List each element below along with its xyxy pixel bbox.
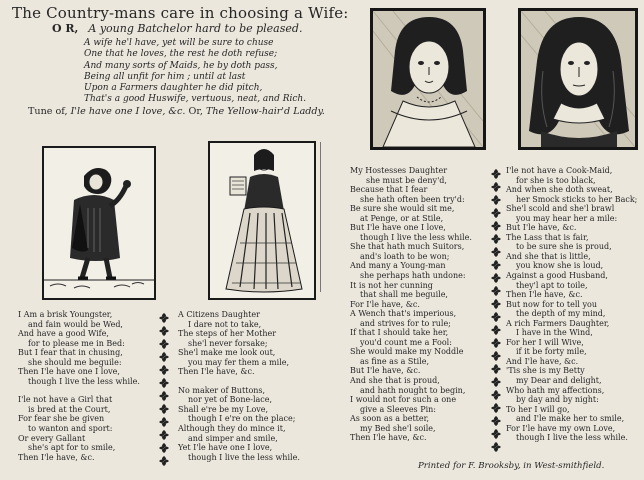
verse-line: And many a Young-man: [350, 261, 446, 271]
verse-line: For fear she be given: [18, 414, 105, 424]
ornament-fleuron-icon: [158, 312, 170, 324]
verse-line: Be sure she would sit me,: [350, 204, 455, 214]
portrait-woman: [370, 8, 486, 150]
subtitle-text: A young Batchelor hard to be pleased.: [88, 22, 303, 35]
imprint: Printed for F. Brooksby, in West-smithfield.: [418, 461, 605, 471]
ornament-fleuron-icon: [490, 311, 502, 323]
verse-line: No maker of Buttons,: [178, 385, 266, 395]
verse-line: they'l apt to toile,: [516, 280, 588, 290]
verse-line: Then I'le have, &c.: [178, 367, 255, 377]
ornament-fleuron-icon: [490, 402, 502, 414]
verse-line: and's loath to be won;: [360, 251, 450, 261]
verse-line: A Citizens Daughter: [178, 310, 260, 319]
verse-line: and I'le make her to smile,: [516, 414, 625, 424]
ornament-fleuron-icon: [490, 428, 502, 440]
verse-line: is bred at the Court,: [28, 404, 111, 414]
verse-line: But now for to tell you: [506, 299, 597, 309]
ornament-fleuron-icon: [158, 364, 170, 376]
verse-line: as fine as a Stile,: [360, 356, 430, 366]
ornament-fleuron-icon: [490, 389, 502, 401]
verse-line: But I'le have, &c.: [506, 223, 577, 233]
woodcut-side-rule: [320, 142, 329, 292]
verse-line: For I'le have, &c.: [350, 299, 420, 309]
verse-line: If that I should take her,: [350, 328, 449, 338]
verse-line: and fain would be Wed,: [28, 319, 123, 329]
ornament-fleuron-icon: [158, 442, 170, 454]
intro-line: A wife he'l have, yet will be sure to chuse: [84, 38, 274, 48]
verse-line: For I'le have my own Love,: [506, 423, 616, 433]
verse-line: give a Sleeves Pin:: [360, 404, 436, 414]
verse-line: I Am a brisk Youngster,: [18, 310, 113, 319]
verse-column-4: [506, 166, 637, 443]
verse-line: Then I'le have, &c.: [506, 290, 583, 300]
verse-line: nor yet of Bone-lace,: [188, 395, 273, 405]
verse-line: Against a good Husband,: [506, 271, 608, 281]
verse-line: But I fear that in chusing,: [18, 348, 123, 358]
intro-line: Upon a Farmers daughter he did pitch,: [84, 83, 263, 94]
verse-line: her Smock sticks to her Back;: [516, 194, 638, 204]
verse-line: you may hear her a mile:: [516, 213, 618, 223]
ornament-fleuron-icon: [158, 429, 170, 441]
tune-prefix: Tune of,: [28, 106, 68, 117]
verse-line: the depth of my mind,: [516, 309, 606, 319]
tune-name-2: The Yellow-hair'd Laddy.: [205, 106, 325, 117]
verse-line: she perhaps hath undone:: [360, 271, 466, 281]
ballad-subtitle: [52, 22, 302, 35]
verse-line: For her I will Wive,: [506, 337, 584, 347]
verse-line: by day and by night:: [516, 395, 599, 405]
verse-line: though I live the less while.: [360, 232, 472, 242]
verse-line: She would make my Noddle: [350, 347, 464, 357]
ornament-fleuron-icon: [158, 338, 170, 350]
ornament-fleuron-icon: [490, 168, 502, 180]
woodcut-gentleman: [42, 146, 156, 300]
verse-column-3: [350, 166, 472, 443]
verse-line: I would not for such a one: [350, 395, 457, 405]
verse-line: My Hostesses Daughter: [350, 166, 448, 175]
verse-line: and simper and smile,: [188, 433, 278, 443]
intro-line: Being all unfit for him ; until at last: [84, 71, 246, 82]
verse-line: for to please me in Bed:: [28, 338, 125, 348]
verse-line: But I'le have one I love,: [350, 223, 446, 233]
ornament-fleuron-icon: [158, 416, 170, 428]
verse-line: though I live the less while.: [516, 433, 628, 443]
verse-line: you may fer them a mile,: [188, 357, 290, 367]
verse-line: It is not her cunning: [350, 280, 433, 290]
ornament-fleuron-icon: [490, 272, 502, 284]
verse-line: Yet I'le have one I love,: [178, 443, 273, 453]
ornament-fleuron-icon: [490, 376, 502, 388]
ornament-fleuron-icon: [490, 363, 502, 375]
verse-line: I dare not to take,: [188, 319, 262, 329]
verse-line: Shall e're be my Love,: [178, 404, 269, 414]
verse-line: she'l never forsake;: [188, 338, 268, 348]
ballad-title: The Country-mans care in choosing a Wife:: [12, 4, 349, 22]
ornament-fleuron-icon: [490, 415, 502, 427]
ornament-strip-1: [158, 312, 170, 470]
verse-line: she hath often been try'd:: [360, 194, 465, 204]
woodcut-divider: [103, 146, 115, 296]
verse-line: though I e're on the place;: [188, 414, 296, 424]
ornament-fleuron-icon: [490, 350, 502, 362]
verse-line: She'l make me look out,: [178, 348, 276, 358]
ornament-fleuron-icon: [158, 390, 170, 402]
verse-line: at Penge, or at Stile,: [360, 213, 444, 223]
verse-line: And she that is little,: [506, 251, 591, 261]
ornament-fleuron-icon: [158, 351, 170, 363]
ornament-fleuron-icon: [158, 455, 170, 467]
ornament-fleuron-icon: [490, 220, 502, 232]
verse-line: She'l scold and she'l brawl: [506, 204, 615, 214]
ornament-fleuron-icon: [158, 325, 170, 337]
tune-name: I'le have one I love, &c.: [70, 106, 186, 117]
verse-line: Then I'le have, &c.: [18, 452, 95, 462]
woodcut-lady: [208, 141, 316, 300]
intro-line: And many sorts of Maids, he by doth pass,: [84, 60, 278, 71]
verse-line: though I live the less while.: [188, 452, 300, 462]
verse-line: A rich Farmers Daughter,: [506, 318, 610, 328]
verse-line: Then I'le have, &c.: [350, 433, 427, 443]
ornament-fleuron-icon: [490, 181, 502, 193]
verse-line: for she is too black,: [516, 175, 596, 185]
ornament-fleuron-icon: [490, 259, 502, 271]
verse-line: you know she is loud,: [516, 261, 604, 271]
verse-line: The steps of her Mother: [178, 329, 277, 339]
ornament-fleuron-icon: [490, 285, 502, 297]
verse-line: to be sure she is proud,: [516, 242, 612, 252]
intro-line: That's a good Huswife, vertuous, neat, and Rich.: [84, 94, 307, 105]
verse-line: and hath nought to begin,: [360, 385, 466, 395]
verse-line: Because that I fear: [350, 185, 428, 195]
ornament-fleuron-icon: [490, 441, 502, 453]
verse-line: Although they do mince it,: [178, 424, 286, 434]
verse-line: And she that is proud,: [350, 376, 440, 386]
verse-line: As soon as a better,: [350, 414, 430, 424]
verse-line: She that hath much Suitors,: [350, 242, 465, 252]
ornament-fleuron-icon: [490, 337, 502, 349]
verse-line: Then I'le have one I love,: [18, 367, 120, 377]
subtitle-or: O R,: [52, 22, 79, 35]
verse-line: But I'le have, &c.: [350, 366, 421, 376]
tune-line: [28, 106, 325, 117]
verse-line: my Dear and delight,: [516, 376, 602, 386]
verse-line: that shall me beguile,: [360, 290, 448, 300]
verse-line: And have a good Wife,: [18, 329, 109, 339]
verse-line: To her I will go,: [506, 404, 570, 414]
verse-line: and strives for to rule;: [360, 318, 451, 328]
verse-line: The Lass that is fair,: [506, 232, 589, 242]
verse-line: my Bed she'l soile,: [360, 423, 436, 433]
verse-line: A Wench that's imperious,: [350, 309, 457, 319]
portrait-man: [518, 8, 638, 150]
intro-verse: [84, 38, 306, 106]
verse-line: 'Tis she is my Betty: [506, 366, 585, 376]
verse-line: to wanton and sport:: [28, 424, 113, 434]
verse-column-1: [18, 310, 140, 462]
verse-line: And I'le have, &c.: [506, 356, 579, 366]
tune-or: Or,: [188, 106, 203, 117]
ornament-fleuron-icon: [490, 194, 502, 206]
verse-line: And when she doth sweat,: [506, 185, 613, 195]
ornament-fleuron-icon: [490, 324, 502, 336]
verse-line: I'le not have a Cook-Maid,: [506, 166, 613, 175]
ornament-fleuron-icon: [158, 403, 170, 415]
verse-line: she's apt for to smile,: [28, 443, 116, 453]
verse-line: Or every Gallant: [18, 433, 86, 443]
verse-line: I have in the Wind,: [516, 328, 593, 338]
verse-line: Who hath my affections,: [506, 385, 605, 395]
intro-line: One that he loves, the rest he doth refuse;: [84, 49, 278, 60]
ornament-strip-2: [490, 168, 502, 458]
verse-column-2: [178, 310, 300, 462]
ornament-fleuron-icon: [490, 298, 502, 310]
verse-line: she must be deny'd,: [366, 175, 447, 185]
verse-line: she should me beguile:: [28, 357, 122, 367]
verse-line: you'd count me a Fool:: [360, 337, 452, 347]
ornament-fleuron-icon: [490, 233, 502, 245]
ornament-fleuron-icon: [490, 246, 502, 258]
verse-line: if it be forty mile,: [516, 347, 587, 357]
verse-line: I'le not have a Girl that: [18, 395, 113, 405]
verse-line: though I live the less while.: [28, 376, 140, 386]
ornament-fleuron-icon: [490, 207, 502, 219]
ornament-fleuron-icon: [158, 377, 170, 389]
